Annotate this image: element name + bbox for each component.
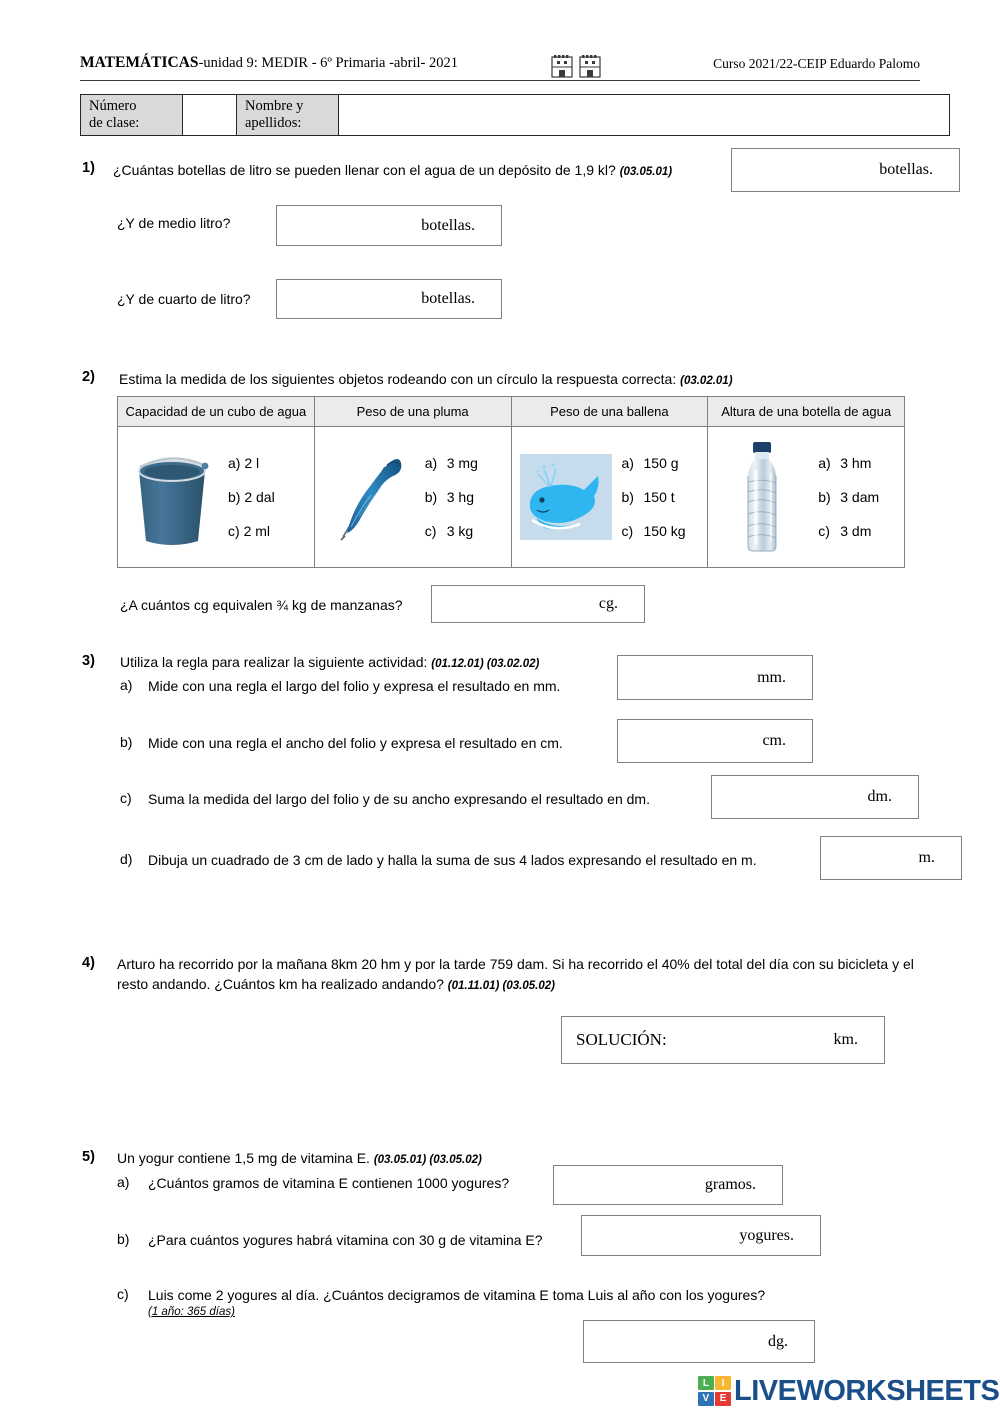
whale-option-a[interactable]	[622, 455, 702, 471]
bottle-options	[810, 455, 898, 539]
estimation-cell-whale	[512, 427, 709, 567]
estimation-cell-bottle	[708, 427, 904, 567]
feather-icon	[321, 438, 417, 556]
q1b-text: ¿Y de cuarto de litro?	[117, 291, 251, 307]
whale-option-c-letter: c)	[621, 523, 634, 539]
q4-text	[117, 955, 917, 995]
class-number-label	[81, 95, 183, 135]
q1b-answer-box[interactable]	[276, 279, 502, 319]
liveworksheets-logo-icon	[698, 1376, 731, 1406]
class-number-label-line1: Número	[89, 98, 137, 114]
whale-option-b-value: 150 t	[643, 489, 675, 505]
q5c-text: Luis come 2 yogures al día. ¿Cuántos decigramos de vitamina E toma Luis al año con los yogures?	[148, 1287, 766, 1303]
q3a-answer-box[interactable]	[617, 655, 813, 700]
q4-line2: bicicleta y el resto andando. ¿Cuántos km ha realizado andando?	[117, 956, 914, 992]
header-divider	[80, 80, 920, 81]
whale-options	[614, 455, 702, 539]
q2-number: 2)	[82, 369, 95, 385]
q4-solution-box[interactable]	[561, 1016, 885, 1064]
logo-tile-l: L	[698, 1376, 714, 1390]
bucket-option-b-value: 2 dal	[244, 489, 275, 505]
logo-tile-i: I	[715, 1376, 731, 1390]
whale-icon	[518, 438, 614, 556]
estimation-cell-feather	[315, 427, 512, 567]
q3b-letter: b)	[120, 734, 133, 750]
header-course: Curso 2021/22-CEIP Eduardo Palomo	[713, 56, 920, 71]
q3c-text: Suma la medida del largo del folio y de su ancho expresando el resultado en dm.	[148, 791, 650, 807]
q1-statement: ¿Cuántas botellas de litro se pueden llenar con el agua de un depósito de 1,9 kl?	[113, 162, 616, 178]
q5-text	[117, 1149, 557, 1169]
q2-cg-answer-unit: cg.	[598, 595, 618, 612]
feather-option-c[interactable]	[425, 523, 505, 539]
header-title-rest: -unidad 9: MEDIR - 6º Primaria -abril- 2021	[198, 55, 458, 71]
q5a-letter: a)	[117, 1174, 130, 1190]
bucket-option-a-value: 2 l	[244, 455, 260, 471]
q3-code: (01.12.01) (03.02.02)	[431, 658, 540, 670]
feather-option-a-value: 3 mg	[446, 455, 478, 471]
liveworksheets-logo[interactable]	[698, 1372, 999, 1410]
whale-option-b-letter: b)	[621, 489, 634, 505]
logo-tile-e: E	[715, 1392, 731, 1406]
bucket-option-a[interactable]	[228, 455, 308, 471]
q4-number: 4)	[82, 955, 95, 971]
q1-number: 1)	[82, 160, 95, 176]
bucket-options	[220, 455, 308, 539]
student-name-label	[237, 95, 339, 135]
q3d-text: Dibuja un cuadrado de 3 cm de lado y halla la suma de sus 4 lados expresando el resultado en m.	[148, 852, 757, 868]
bottle-option-a-value: 3 hm	[840, 455, 872, 471]
q1b-answer-unit: botellas.	[421, 290, 475, 307]
q3c-answer-box[interactable]	[711, 775, 919, 819]
q1a-text: ¿Y de medio litro?	[117, 215, 231, 231]
feather-option-a[interactable]	[425, 455, 505, 471]
estimation-table-header-row	[118, 397, 904, 427]
student-info-table	[80, 94, 950, 136]
q1-code: (03.05.01)	[619, 166, 673, 178]
q2-cg-answer-box[interactable]	[431, 585, 645, 623]
q4-code: (01.11.01) (03.05.02)	[447, 979, 555, 992]
q3-statement: Utiliza la regla para realizar la siguiente actividad:	[120, 654, 428, 670]
q5a-text: ¿Cuántos gramos de vitamina E contienen 1000 yogures?	[148, 1175, 510, 1191]
q5-code: (03.05.01) (03.05.02)	[373, 1154, 482, 1166]
bottle-option-c-value: 3 dm	[840, 523, 872, 539]
bottle-option-c[interactable]	[818, 523, 898, 539]
header-subject: MATEMÁTICAS	[80, 54, 199, 71]
estimation-col-header-4: Altura de una botella de agua	[721, 404, 892, 419]
q2-statement: Estima la medida de los siguientes objetos rodeando con un círculo la respuesta correcta:	[119, 371, 677, 387]
feather-option-b[interactable]	[425, 489, 505, 505]
class-number-input[interactable]	[183, 95, 237, 135]
q5a-answer-box[interactable]	[553, 1165, 783, 1205]
q1a-answer-unit: botellas.	[421, 216, 475, 234]
q3b-text: Mide con una regla el ancho del folio y expresa el resultado en cm.	[148, 735, 563, 751]
bucket-option-c[interactable]	[228, 523, 308, 539]
estimation-col-header-3: Peso de una ballena	[512, 397, 709, 426]
q5b-answer-unit: yogures.	[739, 1226, 794, 1244]
q5b-answer-box[interactable]	[581, 1215, 821, 1256]
q3a-text: Mide con una regla el largo del folio y expresa el resultado en mm.	[148, 678, 561, 694]
estimation-table	[117, 396, 905, 568]
q1-text	[113, 161, 733, 181]
q3c-answer-unit: dm.	[867, 788, 892, 805]
q4-solution-unit: km.	[833, 1031, 858, 1048]
q5b-letter: b)	[117, 1231, 130, 1247]
q3c-letter: c)	[120, 790, 132, 806]
bucket-option-b[interactable]	[228, 489, 308, 505]
q2-code: (03.02.01)	[680, 375, 733, 387]
bottle-option-b[interactable]	[818, 489, 898, 505]
bottle-option-b-value: 3 dam	[840, 489, 880, 505]
feather-option-c-value: 3 kg	[446, 523, 474, 539]
q3-text	[120, 653, 640, 673]
q1-answer-box[interactable]	[731, 148, 960, 192]
logo-tile-v: V	[698, 1392, 714, 1406]
q5c-note: (1 año: 365 días)	[148, 1306, 235, 1318]
q5a-answer-unit: gramos.	[704, 1176, 756, 1193]
q1-answer-unit: botellas.	[879, 161, 933, 178]
bottle-option-a[interactable]	[818, 455, 898, 471]
student-name-label-line2: apellidos:	[245, 114, 302, 131]
class-number-label-line2: de clase:	[89, 114, 140, 131]
bucket-option-a-letter: a)	[228, 455, 241, 471]
student-name-label-line1: Nombre y	[245, 98, 304, 114]
whale-option-a-value: 150 g	[643, 455, 679, 471]
feather-options	[417, 455, 505, 539]
q3b-answer-box[interactable]	[617, 719, 813, 763]
q3d-answer-box[interactable]	[820, 836, 962, 880]
feather-option-c-letter: c)	[424, 523, 437, 539]
q3b-answer-unit: cm.	[762, 732, 786, 749]
liveworksheets-wordmark: LIVEWORKSHEETS	[734, 1374, 1000, 1407]
bucket-option-c-letter: c)	[228, 523, 240, 539]
whale-option-c[interactable]	[622, 523, 702, 539]
bucket-icon	[124, 438, 220, 556]
q3-number: 3)	[82, 653, 95, 669]
whale-option-c-value: 150 kg	[643, 523, 686, 539]
whale-option-b[interactable]	[622, 489, 702, 505]
q3d-letter: d)	[120, 851, 133, 867]
school-castle-logo-icon	[548, 52, 604, 82]
bottle-option-a-letter: a)	[818, 455, 831, 471]
bucket-option-b-letter: b)	[228, 489, 241, 505]
q4-solution-label: SOLUCIÓN:	[576, 1030, 667, 1049]
q5c-answer-box[interactable]	[583, 1320, 815, 1363]
whale-option-a-letter: a)	[621, 455, 634, 471]
estimation-table-body-row	[118, 427, 904, 567]
q5c-letter: c)	[117, 1286, 129, 1302]
header-title	[80, 54, 458, 72]
q5c-answer-unit: dg.	[768, 1332, 788, 1350]
feather-option-b-value: 3 hg	[446, 489, 474, 505]
estimation-col-header-1: Capacidad de un cubo de agua	[118, 397, 315, 426]
q5-number: 5)	[82, 1149, 95, 1165]
estimation-col-header-2: Peso de una pluma	[315, 397, 512, 426]
bucket-option-c-value: 2 ml	[243, 523, 271, 539]
feather-option-a-letter: a)	[424, 455, 438, 471]
q5-statement: Un yogur contiene 1,5 mg de vitamina E.	[117, 1150, 370, 1166]
q1a-answer-box[interactable]	[276, 205, 502, 246]
estimation-cell-bucket	[118, 427, 315, 567]
q4-line1: Arturo ha recorrido por la mañana 8km 20 hm y por la tarde 759 dam. Si ha recorrido el 40% del total del día con su	[117, 956, 834, 972]
q5b-text: ¿Para cuántos yogures habrá vitamina con 30 g de vitamina E?	[148, 1232, 543, 1248]
q2-text	[119, 370, 839, 390]
page-header	[80, 54, 920, 80]
student-name-input[interactable]	[339, 95, 949, 135]
bottle-option-b-letter: b)	[818, 489, 831, 505]
q3a-letter: a)	[120, 677, 133, 693]
water-bottle-icon	[714, 438, 810, 556]
q3d-answer-unit: m.	[918, 849, 935, 866]
q3a-answer-unit: mm.	[757, 668, 786, 686]
feather-option-b-letter: b)	[424, 489, 438, 505]
bottle-option-c-letter: c)	[818, 523, 830, 539]
q2-cg-question: ¿A cuántos cg equivalen ¾ kg de manzanas?	[120, 597, 403, 613]
